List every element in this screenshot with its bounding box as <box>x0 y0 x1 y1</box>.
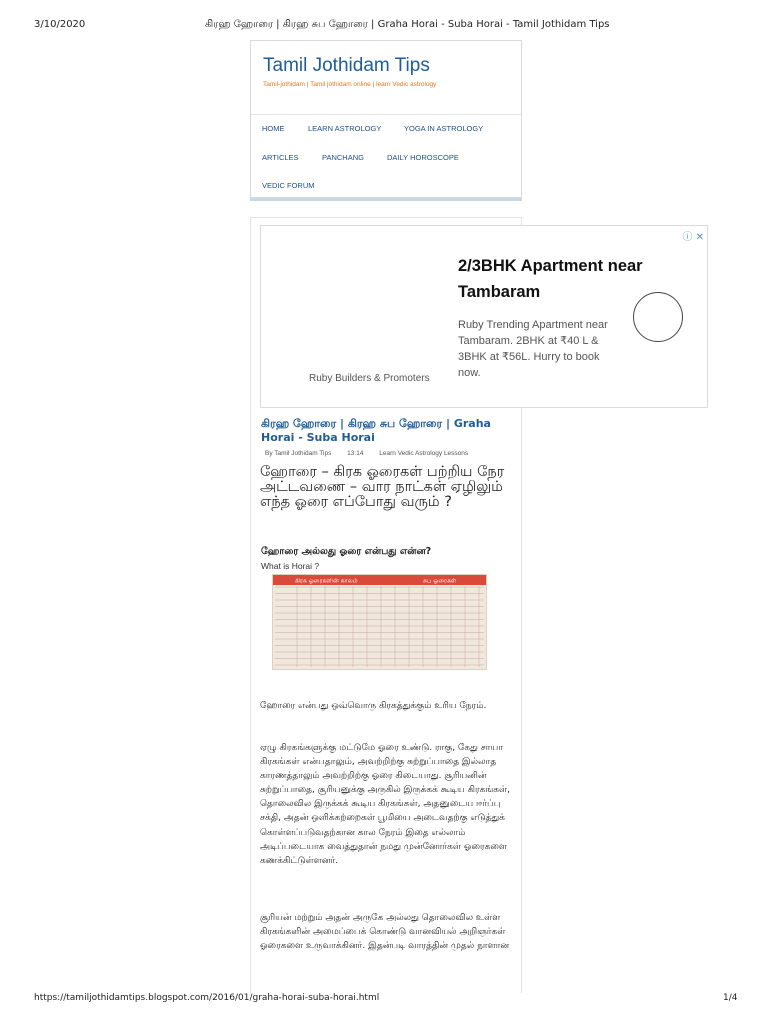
horai-table-image <box>272 574 487 670</box>
post-title[interactable]: கிரஹ ஹோரை | கிரஹ சுப ஹோரை | Graha Horai - Suba Horai <box>261 417 491 444</box>
print-page-number: 1/4 <box>723 993 738 1003</box>
nav-vedic-forum[interactable]: VEDIC FORUM <box>262 181 315 190</box>
ad-headline[interactable]: 2/3BHK Apartment near Tambaram <box>458 257 643 301</box>
ad-advertiser[interactable]: Ruby Builders & Promoters <box>309 373 430 384</box>
print-page-title: கிரஹ ஹோரை | கிரஹ சுப ஹோரை | Graha Horai - Suba Horai - Tamil Jothidam Tips <box>205 19 610 30</box>
nav-learn-astrology[interactable]: LEARN ASTROLOGY <box>308 124 382 133</box>
site-title[interactable]: Tamil Jothidam Tips <box>263 55 430 76</box>
post-author[interactable]: By Tamil Jothidam Tips <box>265 450 332 457</box>
nav-articles[interactable]: ARTICLES <box>262 153 299 162</box>
post-time[interactable]: 13:14 <box>347 450 364 457</box>
ad-arrow-button[interactable] <box>633 292 683 342</box>
post-meta <box>265 450 482 457</box>
site-tagline: Tamil-jothidam | Tamil jothidam online | learn Vedic astrology <box>263 81 437 88</box>
print-url[interactable]: https://tamiljothidamtips.blogspot.com/2016/01/graha-horai-suba-horai.html <box>34 993 380 1003</box>
nav-daily-horoscope[interactable]: DAILY HOROSCOPE <box>387 153 459 162</box>
post-label[interactable]: Learn Vedic Astrology Lessons <box>379 450 469 457</box>
paragraph: ஏழு கிரகங்களுக்கு மட்டுமே ஓரை உண்டு. ராகு, கேது சாயா கிரகங்கள் என்பதாலும், அவற்றிற்கு சுற்றுப்பாதை இல்லாத காரணத்தாலும் அவற்றிற்கு ஓரை கிடையாது. சூரியனின் சுற்றுப்பாதை, சூரியனுக்கு அருகில் இருக்கக் கூடிய கிரகங்கள், தொலைவில இருக்கக் கூடிய கிரகங்கள், அதனுடைய ஈர்ப்பு சக்தி, அதன் ஒளிக்கற்றைகள் பூமியை அடைவதற்கு எடுத்துக் கொள்ளப்படுவதற்கான கால நேரம் இதை எல்லாம் அடிப்படையாக வைத்துதான் நமது முன்னோர்கள் ஓரைகளை கணக்கிட்டுள்ளனர். <box>260 743 510 866</box>
section-heading: ஹோரை அல்லது ஓரை என்பது என்ன? <box>261 546 432 557</box>
site-header <box>250 40 522 198</box>
paragraph: சூரியன் மற்றும் அதன் அருகே அல்லது தொலைவில உள்ள கிரகங்களின் அமைப்பைக் கொண்டு வானவியல் அறிஞர்கள் ஓரைகளை உருவாக்கினர். இதன்படி வாரத்தின் முதல் நாளான <box>260 913 510 952</box>
nav-home[interactable]: HOME <box>262 124 285 133</box>
post-subtitle: ஹோரை – கிரக ஓரைகள் பற்றிய நேர அட்டவணை – வார நாட்கள் ஏழிலும் எந்த ஓரை எப்போது வரும் ? <box>260 464 505 510</box>
nav-panchang[interactable]: PANCHANG <box>322 153 364 162</box>
table-title: கிரக ஓரைகளின் காலம் <box>295 577 358 585</box>
nav-yoga-in-astrology[interactable]: YOGA IN ASTROLOGY <box>404 124 484 133</box>
paragraph: ஹோரை என்பது ஒவ்வொரு கிரகத்துக்கும் உரிய நேரம். <box>260 701 487 711</box>
horai-table-graphic <box>273 575 486 669</box>
ad-choices-icon[interactable]: ⓘ ✕ <box>682 232 704 243</box>
section-subheading: What is Horai ? <box>261 561 320 571</box>
header-divider <box>251 114 521 115</box>
ad-body[interactable]: Ruby Trending Apartment near Tambaram. 2BHK at ₹40 L & 3BHK at ₹56L. Hurry to book now. <box>458 319 608 379</box>
print-date: 3/10/2020 <box>34 19 86 30</box>
advertisement[interactable] <box>260 225 708 408</box>
table-note: சுப ஓரைகள் <box>423 577 457 585</box>
